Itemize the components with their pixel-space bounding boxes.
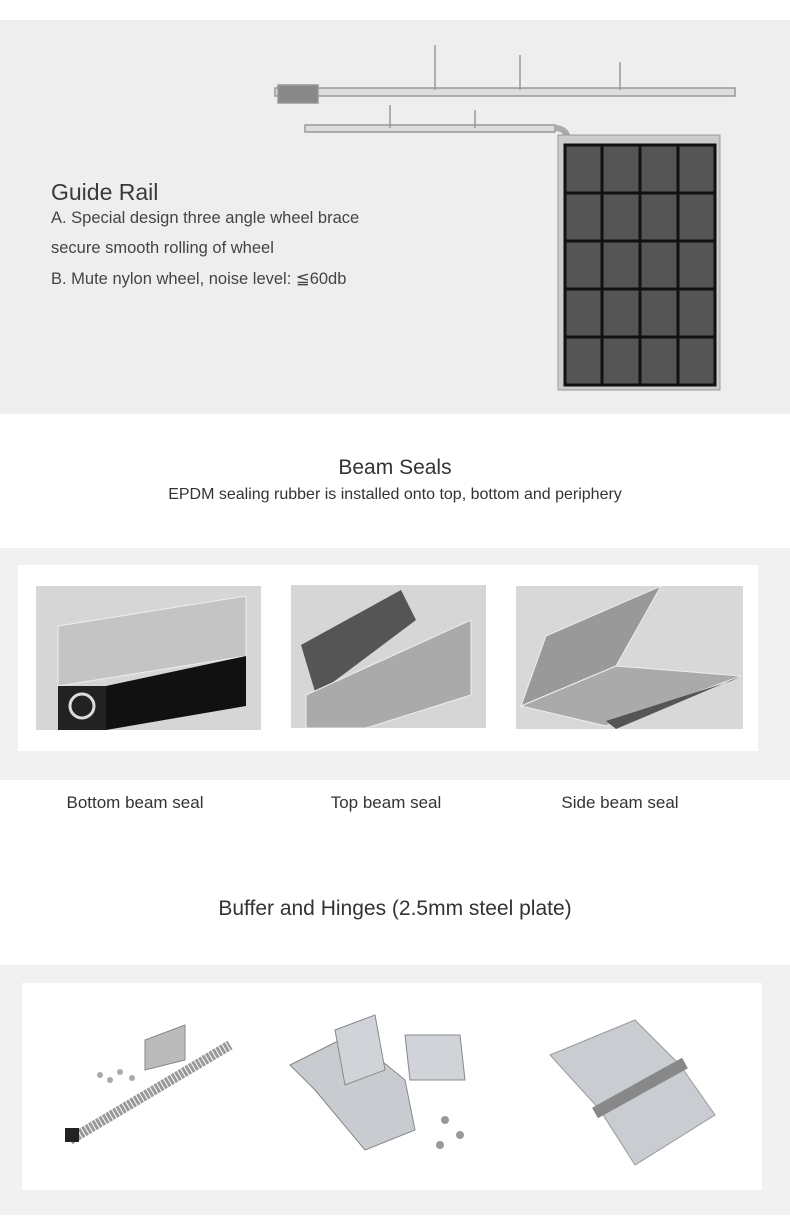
- beam-seals-subtitle: EPDM sealing rubber is installed onto top, bottom and periphery: [168, 486, 622, 503]
- side-beam-seal-caption: Side beam seal: [561, 793, 679, 812]
- guide-rail-feature-a: A. Special design three angle wheel brace: [51, 209, 360, 227]
- buffer-spring-image: [60, 1000, 250, 1150]
- bottom-beam-seal-image: [36, 586, 261, 730]
- guide-rail-feature-b: B. Mute nylon wheel, noise level: ≦60db: [51, 270, 347, 288]
- steel-hinge-image: [540, 1015, 725, 1170]
- guide-rail-feature-a-cont: secure smooth rolling of wheel: [51, 239, 274, 257]
- guide-rail-title: Guide Rail: [51, 179, 159, 205]
- side-beam-seal-image: [516, 586, 743, 729]
- guide-rail-section: [0, 20, 790, 414]
- bottom-beam-seal-caption: Bottom beam seal: [66, 793, 204, 812]
- hinge-set-image: [285, 1010, 485, 1160]
- buffer-hinges-title: Buffer and Hinges (2.5mm steel plate): [218, 897, 572, 920]
- beam-seals-title: Beam Seals: [338, 456, 452, 479]
- top-beam-seal-caption: Top beam seal: [330, 793, 442, 812]
- top-beam-seal-image: [291, 585, 486, 728]
